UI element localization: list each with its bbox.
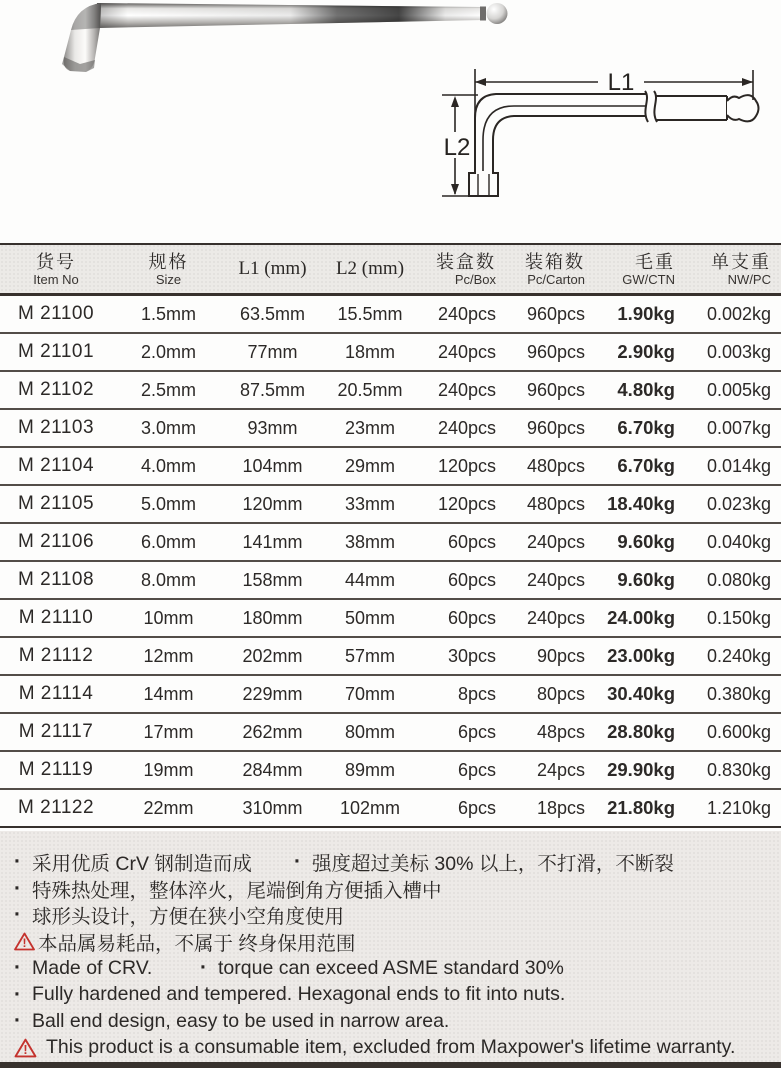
warning-line-zh: [14, 929, 771, 956]
cell-size: 6.0mm: [140, 531, 196, 552]
cell-gw: 2.90kg: [617, 341, 675, 362]
cell-l2: 57mm: [344, 645, 395, 666]
cell-l1: 158mm: [242, 569, 303, 590]
cell-size: 1.5mm: [140, 303, 196, 324]
cell-l1: 202mm: [242, 645, 303, 666]
cell-pc-box: 60pcs: [447, 569, 496, 590]
cell-size: 2.5mm: [140, 379, 196, 400]
header-nw-zh: 单支重: [711, 251, 771, 272]
cell-l2: 44mm: [344, 569, 395, 590]
header-item-no: [0, 244, 112, 295]
warning-text: This product is a consumable item, excluded from Maxpower's lifetime warranty.: [46, 1036, 736, 1059]
cell-l1: 141mm: [242, 531, 303, 552]
table-row: [0, 371, 781, 409]
header-l1: L1 (mm): [238, 258, 307, 279]
feature-text: 强度超过美标 30% 以上，不打滑，不断裂: [312, 853, 674, 876]
cell-size: 19mm: [143, 759, 194, 780]
cell-item-no: M 21101: [17, 341, 95, 362]
cell-l2: 38mm: [344, 531, 395, 552]
cell-l2: 70mm: [344, 683, 395, 704]
l2-dimension-label: L2: [443, 134, 471, 161]
cell-size: 2.0mm: [140, 341, 196, 362]
table-header-row: [0, 244, 781, 295]
cell-gw: 29.90kg: [607, 759, 675, 780]
cell-pc-box: 30pcs: [447, 645, 496, 666]
cell-gw: 24.00kg: [607, 607, 675, 628]
cell-pc-carton: 240pcs: [526, 531, 585, 552]
cell-nw: 0.005kg: [706, 379, 771, 400]
cell-gw: 6.70kg: [617, 417, 675, 438]
cell-l2: 33mm: [344, 493, 395, 514]
table-row: [0, 523, 781, 561]
cell-pc-carton: 90pcs: [536, 645, 585, 666]
cell-item-no: M 21114: [18, 683, 94, 704]
cell-item-no: M 21119: [18, 759, 94, 780]
cell-pc-carton: 960pcs: [526, 417, 585, 438]
cell-item-no: M 21104: [17, 455, 95, 476]
cell-pc-box: 60pcs: [447, 531, 496, 552]
cell-item-no: M 21108: [17, 569, 95, 590]
cell-nw: 0.830kg: [706, 759, 771, 780]
cell-l1: 284mm: [242, 759, 303, 780]
cell-item-no: M 21100: [17, 303, 95, 324]
header-size-zh: 规格: [148, 251, 189, 272]
cell-l2: 20.5mm: [337, 379, 403, 400]
cell-item-no: M 21110: [18, 607, 94, 628]
cell-gw: 23.00kg: [607, 645, 675, 666]
header-nw-en: NW/PC: [727, 271, 771, 287]
cell-size: 22mm: [143, 797, 194, 818]
cell-l1: 262mm: [242, 721, 303, 742]
cell-nw: 1.210kg: [706, 797, 771, 818]
header-size-en: Size: [155, 271, 182, 287]
cell-l1: 120mm: [242, 493, 303, 514]
bullet-icon: ·: [14, 1009, 21, 1033]
header-size: [112, 244, 225, 295]
feature-line-en-1: [14, 955, 771, 982]
feature-text: 球形头设计，方便在狭小空角度使用: [32, 906, 345, 929]
bullet-icon: ·: [14, 903, 21, 927]
cell-nw: 0.003kg: [706, 341, 771, 362]
cell-pc-box: 60pcs: [447, 607, 496, 628]
header-pc-box-zh: 装盒数: [436, 251, 496, 272]
cell-gw: 9.60kg: [617, 569, 675, 590]
cell-pc-carton: 480pcs: [526, 455, 585, 476]
cell-pc-box: 240pcs: [437, 341, 496, 362]
header-pc-box-en: Pc/Box: [454, 271, 496, 287]
cell-nw: 0.002kg: [706, 303, 771, 324]
table-row: [0, 333, 781, 371]
warning-text: 本品属易耗品，不属于 终身保用范围: [38, 932, 356, 955]
cell-item-no: M 21105: [17, 493, 95, 514]
header-pc-box: [420, 244, 504, 295]
cell-pc-box: 120pcs: [437, 493, 496, 514]
cell-l2: 50mm: [344, 607, 395, 628]
feature-text: 采用优质 CrV 钢制造而成: [32, 853, 252, 876]
cell-size: 5.0mm: [140, 493, 196, 514]
cell-gw: 4.80kg: [617, 379, 675, 400]
cell-l1: 93mm: [247, 417, 298, 438]
cell-nw: 0.080kg: [706, 569, 771, 590]
table-row: [0, 789, 781, 827]
bullet-icon: ·: [14, 956, 21, 980]
cell-nw: 0.380kg: [706, 683, 771, 704]
cell-nw: 0.023kg: [706, 493, 771, 514]
header-pc-carton-zh: 装箱数: [525, 251, 585, 272]
bullet-icon: ·: [294, 850, 301, 874]
header-gw-en: GW/CTN: [622, 271, 675, 287]
cell-l2: 18mm: [344, 341, 395, 362]
bullet-icon: ·: [14, 850, 21, 874]
table-row: [0, 485, 781, 523]
cell-pc-box: 120pcs: [437, 455, 496, 476]
spec-table-body: [0, 295, 781, 828]
cell-pc-carton: 48pcs: [536, 721, 585, 742]
table-row: [0, 637, 781, 675]
table-row: [0, 675, 781, 713]
cell-size: 14mm: [143, 683, 194, 704]
cell-l2: 23mm: [344, 417, 395, 438]
cell-l1: 87.5mm: [239, 379, 306, 400]
cell-pc-box: 8pcs: [457, 683, 496, 704]
bullet-icon: ·: [200, 956, 207, 980]
table-row: [0, 713, 781, 751]
features-section: [0, 831, 781, 1063]
cell-l2: 80mm: [344, 721, 395, 742]
header-gw-zh: 毛重: [635, 251, 675, 272]
header-l2: L2 (mm): [335, 258, 405, 279]
cell-pc-carton: 240pcs: [526, 607, 585, 628]
cell-l2: 102mm: [339, 797, 401, 818]
cell-gw: 28.80kg: [607, 721, 675, 742]
cell-pc-box: 6pcs: [457, 797, 496, 818]
cell-gw: 1.90kg: [617, 303, 675, 324]
cell-nw: 0.014kg: [706, 455, 771, 476]
cell-pc-box: 240pcs: [437, 303, 496, 324]
cell-size: 3.0mm: [140, 417, 196, 438]
cell-l1: 104mm: [242, 455, 303, 476]
cell-gw: 9.60kg: [617, 531, 675, 552]
feature-text: torque can exceed ASME standard 30%: [218, 956, 564, 979]
cell-gw: 21.80kg: [607, 797, 675, 818]
cell-nw: 0.240kg: [706, 645, 771, 666]
cell-gw: 18.40kg: [607, 493, 675, 514]
cell-pc-carton: 960pcs: [526, 303, 585, 324]
feature-line-zh-3: [14, 902, 771, 929]
cell-pc-carton: 480pcs: [526, 493, 585, 514]
cell-pc-carton: 960pcs: [526, 379, 585, 400]
cell-nw: 0.150kg: [706, 607, 771, 628]
l1-dimension-label: L1: [607, 69, 635, 96]
warning-triangle-icon: [14, 1038, 37, 1058]
cell-l1: 180mm: [242, 607, 303, 628]
table-row: [0, 599, 781, 637]
cell-pc-box: 240pcs: [437, 379, 496, 400]
cell-l2: 89mm: [344, 759, 395, 780]
cell-size: 4.0mm: [140, 455, 196, 476]
cell-item-no: M 21112: [18, 645, 94, 666]
feature-text: Fully hardened and tempered. Hexagonal ends to fit into nuts.: [32, 983, 566, 1006]
cell-l1: 310mm: [242, 797, 303, 818]
header-pc-carton-en: Pc/Carton: [527, 271, 585, 287]
cell-pc-carton: 18pcs: [536, 797, 585, 818]
header-gw: [593, 244, 683, 295]
cell-size: 17mm: [143, 721, 194, 742]
feature-line-zh-1: [14, 849, 771, 876]
table-row: [0, 409, 781, 447]
feature-text: 特殊热处理，整体淬火，尾端倒角方便插入槽中: [32, 879, 442, 902]
cell-nw: 0.007kg: [706, 417, 771, 438]
cell-size: 10mm: [143, 607, 194, 628]
cell-pc-box: 6pcs: [457, 721, 496, 742]
cell-item-no: M 21122: [17, 797, 95, 818]
table-row: [0, 751, 781, 789]
warning-triangle-icon: [14, 932, 35, 951]
cell-pc-box: 240pcs: [437, 417, 496, 438]
header-nw: [683, 244, 781, 295]
header-item-no-zh: 货号: [36, 251, 76, 272]
table-row: [0, 295, 781, 334]
cell-item-no: M 21117: [18, 721, 94, 742]
svg-text:!: !: [23, 1042, 28, 1057]
cell-pc-box: 6pcs: [457, 759, 496, 780]
feature-line-en-2: [14, 982, 771, 1009]
table-row: [0, 447, 781, 485]
table-row: [0, 561, 781, 599]
cell-pc-carton: 240pcs: [526, 569, 585, 590]
cell-item-no: M 21103: [17, 417, 95, 438]
cell-nw: 0.600kg: [706, 721, 771, 742]
cell-gw: 30.40kg: [607, 683, 675, 704]
cell-item-no: M 21102: [17, 379, 95, 400]
cell-pc-carton: 24pcs: [536, 759, 585, 780]
page-bottom-divider: [0, 1062, 781, 1068]
cell-l1: 63.5mm: [239, 303, 306, 324]
bullet-icon: ·: [14, 982, 21, 1006]
cell-gw: 6.70kg: [617, 455, 675, 476]
feature-line-en-3: [14, 1008, 771, 1035]
header-item-no-en: Item No: [33, 271, 79, 287]
cell-nw: 0.040kg: [706, 531, 771, 552]
cell-size: 8.0mm: [140, 569, 196, 590]
bullet-icon: ·: [14, 876, 21, 900]
cell-l1: 229mm: [242, 683, 303, 704]
feature-text: Ball end design, easy to be used in narrow area.: [32, 1009, 450, 1032]
feature-text: Made of CRV.: [32, 956, 153, 979]
header-pc-carton: [504, 244, 593, 295]
cell-l1: 77mm: [247, 341, 298, 362]
cell-l2: 29mm: [344, 455, 395, 476]
cell-size: 12mm: [143, 645, 194, 666]
warning-line-en: [14, 1035, 771, 1062]
cell-l2: 15.5mm: [337, 303, 403, 324]
cell-pc-carton: 960pcs: [526, 341, 585, 362]
cell-item-no: M 21106: [17, 531, 95, 552]
svg-text:!: !: [22, 936, 27, 951]
dimension-diagram: [430, 60, 775, 210]
feature-line-zh-2: [14, 876, 771, 903]
spec-table: [0, 243, 781, 828]
cell-pc-carton: 80pcs: [536, 683, 585, 704]
